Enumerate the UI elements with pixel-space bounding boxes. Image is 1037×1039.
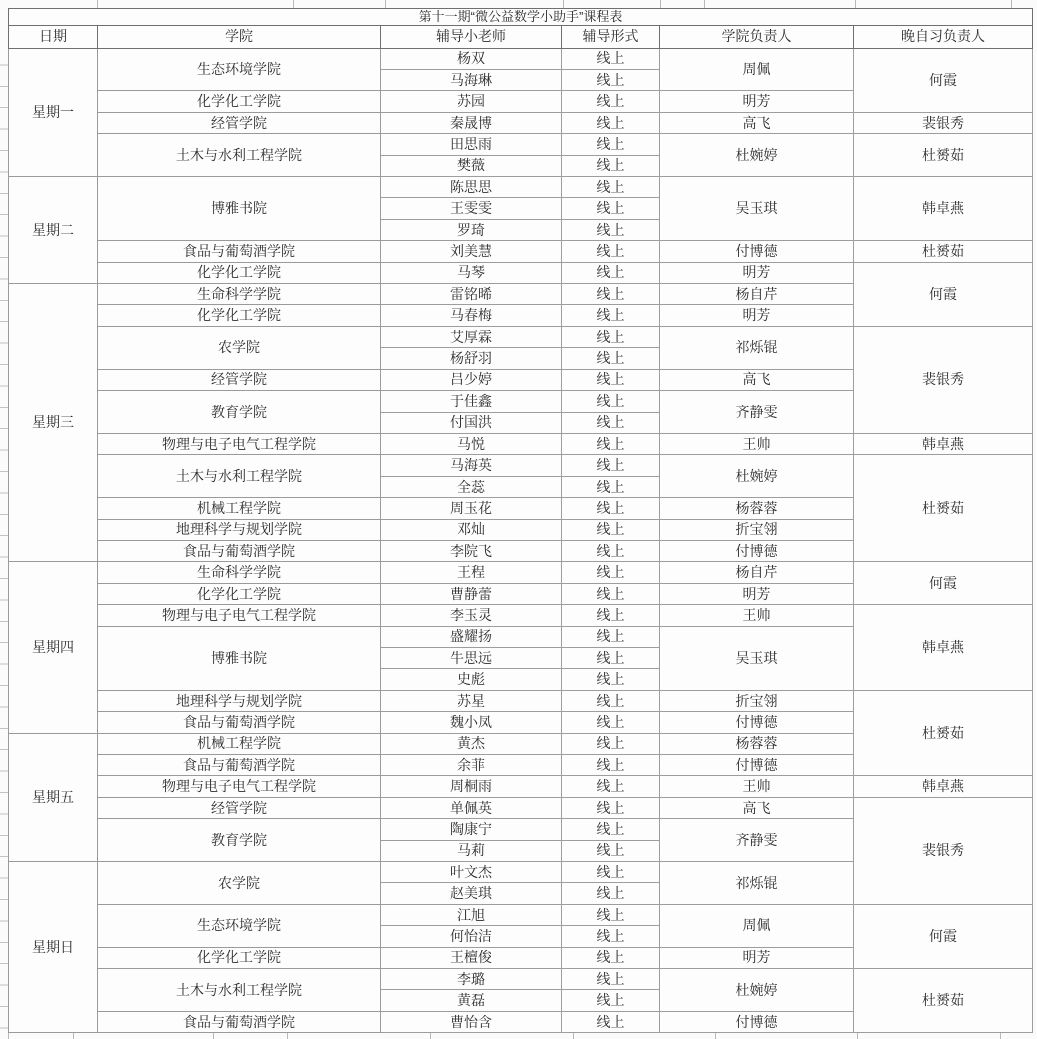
- table-header-row: [9, 25, 1033, 48]
- format-cell: 线上: [562, 112, 660, 133]
- format-cell: 线上: [562, 990, 660, 1011]
- college-cell: 教育学院: [98, 819, 381, 862]
- column-header-0: 日期: [9, 25, 98, 48]
- manager-cell: 杨蓉蓉: [660, 498, 854, 519]
- college-cell: 地理科学与规划学院: [98, 519, 381, 540]
- day-cell: 星期一: [9, 48, 98, 176]
- college-cell: 化学化工学院: [98, 91, 381, 112]
- college-cell: 物理与电子电气工程学院: [98, 433, 381, 454]
- college-cell: 食品与葡萄酒学院: [98, 755, 381, 776]
- tutor-cell: 王雯雯: [381, 198, 562, 219]
- table-row: [9, 969, 1033, 990]
- format-cell: 线上: [562, 241, 660, 262]
- format-cell: 线上: [562, 348, 660, 369]
- manager-cell: 付博德: [660, 712, 854, 733]
- grid-tick: [1011, 0, 1012, 8]
- tutor-cell: 周玉花: [381, 498, 562, 519]
- format-cell: 线上: [562, 48, 660, 69]
- college-cell: 化学化工学院: [98, 583, 381, 604]
- format-cell: 线上: [562, 498, 660, 519]
- tutor-cell: 叶文杰: [381, 862, 562, 883]
- format-cell: 线上: [562, 669, 660, 690]
- format-cell: 线上: [562, 326, 660, 347]
- format-cell: 线上: [562, 262, 660, 283]
- college-cell: 化学化工学院: [98, 262, 381, 283]
- manager-cell: 明芳: [660, 583, 854, 604]
- college-cell: 生态环境学院: [98, 904, 381, 947]
- manager-cell: 吴玉琪: [660, 177, 854, 241]
- tutor-cell: 马海琳: [381, 70, 562, 91]
- college-cell: 食品与葡萄酒学院: [98, 540, 381, 561]
- college-cell: 土木与水利工程学院: [98, 969, 381, 1012]
- format-cell: 线上: [562, 369, 660, 390]
- manager-cell: 明芳: [660, 262, 854, 283]
- college-cell: 教育学院: [98, 391, 381, 434]
- manager-cell: 周佩: [660, 904, 854, 947]
- tutor-cell: 雷铭晞: [381, 284, 562, 305]
- college-cell: 土木与水利工程学院: [98, 455, 381, 498]
- evening-cell: 杜赟茹: [854, 134, 1033, 177]
- tutor-cell: 杨双: [381, 48, 562, 69]
- grid-tick: [660, 0, 661, 8]
- tutor-cell: 樊薇: [381, 155, 562, 176]
- format-cell: 线上: [562, 626, 660, 647]
- manager-cell: 齐静雯: [660, 391, 854, 434]
- format-cell: 线上: [562, 690, 660, 711]
- tutor-cell: 吕少婷: [381, 369, 562, 390]
- evening-cell: 裴银秀: [854, 326, 1033, 433]
- tutor-cell: 陶康宁: [381, 819, 562, 840]
- table-row: [9, 433, 1033, 454]
- evening-cell: 韩卓燕: [854, 433, 1033, 454]
- row-gridline-strip: [0, 44, 8, 1030]
- table-row: [9, 776, 1033, 797]
- format-cell: 线上: [562, 862, 660, 883]
- evening-cell: 杜赟茹: [854, 241, 1033, 262]
- grid-tick: [385, 0, 386, 8]
- format-cell: 线上: [562, 883, 660, 904]
- format-cell: 线上: [562, 455, 660, 476]
- day-cell: 星期四: [9, 562, 98, 733]
- evening-cell: 韩卓燕: [854, 776, 1033, 797]
- manager-cell: 高飞: [660, 112, 854, 133]
- manager-cell: 杨蓉蓉: [660, 733, 854, 754]
- manager-cell: 明芳: [660, 947, 854, 968]
- tutor-cell: 罗琦: [381, 219, 562, 240]
- table-row: [9, 48, 1033, 69]
- table-row: [9, 690, 1033, 711]
- manager-cell: 齐静雯: [660, 819, 854, 862]
- grid-tick: [293, 0, 294, 8]
- column-header-1: 学院: [98, 25, 381, 48]
- format-cell: 线上: [562, 1011, 660, 1032]
- format-cell: 线上: [562, 177, 660, 198]
- format-cell: 线上: [562, 733, 660, 754]
- college-cell: 经管学院: [98, 797, 381, 818]
- manager-cell: 明芳: [660, 91, 854, 112]
- column-header-5: 晚自习负责人: [854, 25, 1033, 48]
- table-row: [9, 177, 1033, 198]
- table-row: [9, 326, 1033, 347]
- manager-cell: 王帅: [660, 776, 854, 797]
- college-cell: 食品与葡萄酒学院: [98, 1011, 381, 1032]
- tutor-cell: 周桐雨: [381, 776, 562, 797]
- grid-tick: [97, 0, 98, 8]
- day-cell: 星期五: [9, 733, 98, 861]
- schedule-table: [8, 8, 1033, 1033]
- format-cell: 线上: [562, 819, 660, 840]
- manager-cell: 祁烁锟: [660, 862, 854, 905]
- day-cell: 星期日: [9, 862, 98, 1033]
- manager-cell: 吴玉琪: [660, 626, 854, 690]
- tutor-cell: 曹静蕾: [381, 583, 562, 604]
- format-cell: 线上: [562, 433, 660, 454]
- manager-cell: 付博德: [660, 755, 854, 776]
- college-cell: 地理科学与规划学院: [98, 690, 381, 711]
- tutor-cell: 秦晟博: [381, 112, 562, 133]
- tutor-cell: 陈思思: [381, 177, 562, 198]
- format-cell: 线上: [562, 926, 660, 947]
- evening-cell: 何霞: [854, 904, 1033, 968]
- manager-cell: 付博德: [660, 1011, 854, 1032]
- tutor-cell: 王檀俊: [381, 947, 562, 968]
- tutor-cell: 付国洪: [381, 412, 562, 433]
- manager-cell: 高飞: [660, 369, 854, 390]
- college-cell: 生命科学学院: [98, 284, 381, 305]
- college-cell: 物理与电子电气工程学院: [98, 605, 381, 626]
- table-row: [9, 455, 1033, 476]
- format-cell: 线上: [562, 755, 660, 776]
- grid-tick: [855, 0, 856, 8]
- tutor-cell: 马琴: [381, 262, 562, 283]
- college-cell: 博雅书院: [98, 177, 381, 241]
- college-cell: 农学院: [98, 326, 381, 369]
- evening-cell: 何霞: [854, 262, 1033, 326]
- tutor-cell: 曹怡含: [381, 1011, 562, 1032]
- tutor-cell: 牛思远: [381, 647, 562, 668]
- table-row: [9, 262, 1033, 283]
- format-cell: 线上: [562, 91, 660, 112]
- table-row: [9, 797, 1033, 818]
- tutor-cell: 马海英: [381, 455, 562, 476]
- format-cell: 线上: [562, 840, 660, 861]
- evening-cell: 杜赟茹: [854, 969, 1033, 1033]
- format-cell: 线上: [562, 391, 660, 412]
- format-cell: 线上: [562, 647, 660, 668]
- format-cell: 线上: [562, 519, 660, 540]
- college-cell: 农学院: [98, 862, 381, 905]
- evening-cell: 何霞: [854, 48, 1033, 112]
- format-cell: 线上: [562, 476, 660, 497]
- tutor-cell: 余菲: [381, 755, 562, 776]
- tutor-cell: 刘美慧: [381, 241, 562, 262]
- college-cell: 物理与电子电气工程学院: [98, 776, 381, 797]
- tutor-cell: 全蕊: [381, 476, 562, 497]
- college-cell: 机械工程学院: [98, 733, 381, 754]
- format-cell: 线上: [562, 305, 660, 326]
- evening-cell: 杜赟茹: [854, 455, 1033, 562]
- college-cell: 化学化工学院: [98, 947, 381, 968]
- format-cell: 线上: [562, 134, 660, 155]
- format-cell: 线上: [562, 540, 660, 561]
- tutor-cell: 黄杰: [381, 733, 562, 754]
- manager-cell: 高飞: [660, 797, 854, 818]
- manager-cell: 祁烁锟: [660, 326, 854, 369]
- format-cell: 线上: [562, 947, 660, 968]
- format-cell: 线上: [562, 605, 660, 626]
- college-cell: 经管学院: [98, 369, 381, 390]
- grid-tick: [563, 0, 564, 8]
- format-cell: 线上: [562, 198, 660, 219]
- format-cell: 线上: [562, 969, 660, 990]
- format-cell: 线上: [562, 904, 660, 925]
- format-cell: 线上: [562, 412, 660, 433]
- tutor-cell: 马春梅: [381, 305, 562, 326]
- format-cell: 线上: [562, 583, 660, 604]
- tutor-cell: 田思雨: [381, 134, 562, 155]
- manager-cell: 折宝翎: [660, 690, 854, 711]
- evening-cell: 裴银秀: [854, 797, 1033, 904]
- tutor-cell: 李璐: [381, 969, 562, 990]
- table-title-row: [9, 9, 1033, 26]
- college-cell: 食品与葡萄酒学院: [98, 712, 381, 733]
- tutor-cell: 史彪: [381, 669, 562, 690]
- table-row: [9, 241, 1033, 262]
- day-cell: 星期二: [9, 177, 98, 284]
- tutor-cell: 赵美琪: [381, 883, 562, 904]
- college-cell: 生态环境学院: [98, 48, 381, 91]
- manager-cell: 付博德: [660, 540, 854, 561]
- college-cell: 食品与葡萄酒学院: [98, 241, 381, 262]
- tutor-cell: 马悦: [381, 433, 562, 454]
- tutor-cell: 马莉: [381, 840, 562, 861]
- format-cell: 线上: [562, 797, 660, 818]
- manager-cell: 杨自芹: [660, 562, 854, 583]
- manager-cell: 周佩: [660, 48, 854, 91]
- college-cell: 土木与水利工程学院: [98, 134, 381, 177]
- evening-cell: 韩卓燕: [854, 177, 1033, 241]
- tutor-cell: 何怡洁: [381, 926, 562, 947]
- college-cell: 博雅书院: [98, 626, 381, 690]
- college-cell: 生命科学学院: [98, 562, 381, 583]
- college-cell: 机械工程学院: [98, 498, 381, 519]
- manager-cell: 杜婉婷: [660, 455, 854, 498]
- evening-cell: 裴银秀: [854, 112, 1033, 133]
- tutor-cell: 李院飞: [381, 540, 562, 561]
- format-cell: 线上: [562, 284, 660, 305]
- manager-cell: 王帅: [660, 433, 854, 454]
- table-row: [9, 904, 1033, 925]
- tutor-cell: 江旭: [381, 904, 562, 925]
- column-header-2: 辅导小老师: [381, 25, 562, 48]
- manager-cell: 杜婉婷: [660, 134, 854, 177]
- format-cell: 线上: [562, 219, 660, 240]
- evening-cell: 韩卓燕: [854, 605, 1033, 691]
- table-row: [9, 134, 1033, 155]
- tutor-cell: 杨舒羽: [381, 348, 562, 369]
- tutor-cell: 魏小凤: [381, 712, 562, 733]
- grid-tick: [704, 0, 705, 8]
- table-row: [9, 605, 1033, 626]
- day-cell: 星期三: [9, 284, 98, 562]
- tutor-cell: 单佩英: [381, 797, 562, 818]
- tutor-cell: 盛耀扬: [381, 626, 562, 647]
- manager-cell: 折宝翎: [660, 519, 854, 540]
- college-cell: 经管学院: [98, 112, 381, 133]
- manager-cell: 王帅: [660, 605, 854, 626]
- table-title: 第十一期“微公益数学小助手”课程表: [9, 9, 1033, 26]
- format-cell: 线上: [562, 70, 660, 91]
- format-cell: 线上: [562, 712, 660, 733]
- column-header-4: 学院负责人: [660, 25, 854, 48]
- tutor-cell: 李玉灵: [381, 605, 562, 626]
- manager-cell: 杨自芹: [660, 284, 854, 305]
- evening-cell: 杜赟茹: [854, 690, 1033, 776]
- tutor-cell: 于佳鑫: [381, 391, 562, 412]
- manager-cell: 明芳: [660, 305, 854, 326]
- column-header-3: 辅导形式: [562, 25, 660, 48]
- tutor-cell: 黄磊: [381, 990, 562, 1011]
- evening-cell: 何霞: [854, 562, 1033, 605]
- tutor-cell: 邓灿: [381, 519, 562, 540]
- format-cell: 线上: [562, 562, 660, 583]
- tutor-cell: 王程: [381, 562, 562, 583]
- table-row: [9, 562, 1033, 583]
- tutor-cell: 艾厚霖: [381, 326, 562, 347]
- format-cell: 线上: [562, 155, 660, 176]
- format-cell: 线上: [562, 776, 660, 797]
- manager-cell: 付博德: [660, 241, 854, 262]
- tutor-cell: 苏园: [381, 91, 562, 112]
- table-row: [9, 112, 1033, 133]
- manager-cell: 杜婉婷: [660, 969, 854, 1012]
- tutor-cell: 苏星: [381, 690, 562, 711]
- college-cell: 化学化工学院: [98, 305, 381, 326]
